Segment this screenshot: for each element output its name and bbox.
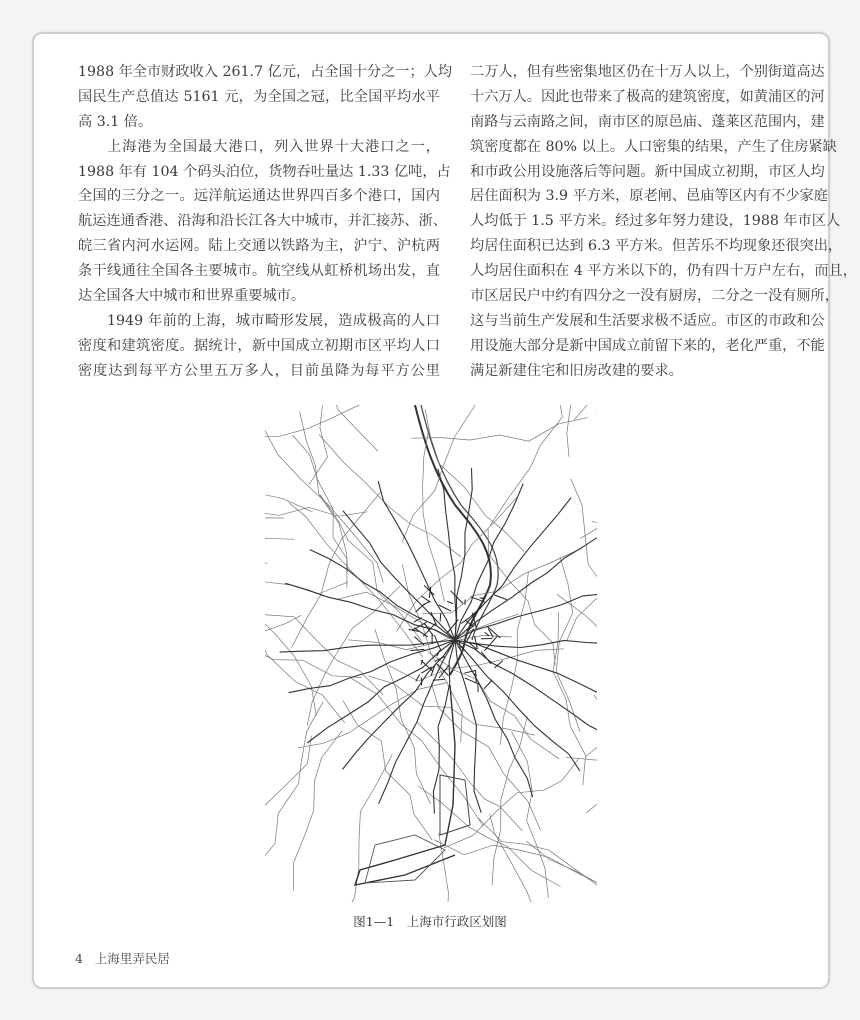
map-road: [289, 640, 455, 693]
map-road: [320, 495, 421, 641]
map-road: [265, 538, 294, 597]
map-road: [455, 640, 481, 813]
map-road: [447, 619, 459, 633]
map-road: [481, 638, 492, 639]
map-road: [447, 601, 453, 603]
map-road: [309, 405, 340, 485]
text-column-right: [470, 60, 857, 384]
map-road: [414, 628, 428, 637]
map-road: [411, 418, 587, 442]
map-road: [375, 629, 431, 804]
text-line: 密度达到每平方公里五万多人，目前虽降为每平方公里: [78, 362, 440, 379]
map-road: [597, 411, 598, 435]
text-line: 高 3.1 倍。: [78, 113, 153, 130]
text-line: 航运连通香港、沿海和沿长江各大中城市，并汇接苏、浙、: [78, 213, 447, 230]
text-line: 国民生产总值达 5161 元，为全国之冠，比全国平均水平: [78, 88, 440, 105]
text-line: 人均低于 1.5 平方米。经过多年努力建设，1988 年市区人: [470, 213, 841, 230]
map-road: [434, 840, 597, 888]
map-road: [490, 814, 575, 902]
text-line: 筑密度都在 80% 以上。人口密集的结果，产生了住房紧缺: [470, 138, 837, 155]
map-road: [566, 757, 597, 811]
map-road: [319, 435, 461, 557]
text-line: 全国的三分之一。远洋航运通达世界四百多个港口，国内: [78, 188, 440, 205]
text-line: 南路与云南路之间，南市区的原邑庙、蓬莱区范围内，建: [470, 113, 825, 130]
text-line: 二万人，但有些密集地区仍在十万人以上，个别街道高达: [470, 64, 825, 80]
map-road: [298, 682, 448, 747]
shanghai-district-map: [265, 405, 597, 902]
map-road: [440, 613, 441, 621]
map-road: [265, 518, 284, 578]
map-road: [265, 602, 345, 723]
text-line: 上海港为全国最大港口，列入世界十大港口之一，: [107, 138, 440, 155]
text-line: 密度和建筑密度。据统计，新中国成立初期市区平均人口: [78, 337, 440, 354]
map-road: [265, 431, 383, 583]
map-road: [433, 640, 455, 814]
text-line: 达全国各大中城市和世界重要城市。: [78, 288, 306, 305]
text-line: 皖三省内河水运网。陆上交通以铁路为主，沪宁、沪杭两: [78, 238, 440, 255]
map-road: [402, 405, 489, 543]
text-line: 这与当前生产发展和生活要求极不适应。市区的市政和公: [470, 312, 825, 329]
map-road: [574, 405, 597, 420]
text-line: 居住面积为 3.9 平方米，原老闸、邑庙等区内有不少家庭: [470, 188, 828, 205]
text-line: 1988 年全市财政收入 261.7 亿元，占全国十分之一；人均: [78, 64, 453, 80]
text-line: 市区居民户中约有四分之一没有厨房，二分之一没有厕所，: [470, 288, 839, 305]
map-road: [586, 688, 597, 756]
map-road: [293, 731, 342, 891]
map-road: [481, 652, 491, 664]
map-road: [424, 585, 434, 595]
map-road: [437, 648, 441, 656]
map-road: [594, 695, 597, 827]
map-road: [479, 818, 597, 902]
text-line: 条干线通往全国各主要城市。航空线从虹桥机场出发，直: [78, 263, 440, 280]
map-road: [416, 604, 425, 613]
map-road: [439, 833, 450, 902]
map-road: [421, 405, 498, 640]
map-road: [580, 425, 597, 538]
map-road: [543, 405, 570, 457]
map-road: [265, 463, 313, 512]
map-road: [365, 835, 445, 883]
map-road: [343, 701, 432, 840]
map-road: [500, 572, 528, 745]
map-road: [526, 841, 597, 902]
map-road: [309, 405, 378, 451]
map-road: [265, 581, 348, 609]
map-road: [444, 758, 580, 848]
map-road: [587, 683, 598, 813]
text-line: 满足新建住宅和旧房改建的要求。: [470, 362, 683, 379]
text-line: 1988 年有 104 个码头泊位，货物吞吐量达 1.33 亿吨，占: [78, 163, 451, 180]
running-title: 上海里弄民居: [94, 951, 170, 966]
text-column-left: [78, 60, 453, 384]
text-line: 十六万人。因此也带来了极高的建筑密度，如黄浦区的河: [470, 88, 825, 105]
map-road: [464, 671, 475, 674]
map-road: [379, 640, 455, 804]
map-road: [571, 479, 597, 654]
figure-caption: 图1—1 上海市行政区划图: [353, 914, 507, 929]
page-number: 4: [75, 951, 83, 966]
map-road: [494, 595, 507, 600]
map-road: [553, 612, 586, 785]
map-road: [412, 622, 427, 630]
map-road: [265, 405, 359, 460]
map-road: [484, 680, 492, 689]
text-line: 和市政公用设施落后等问题。新中国成立初期，市区人均: [470, 163, 825, 180]
map-road: [476, 670, 477, 683]
text-line: 均居住面积已达到 6.3 平方米。但苦乐不均现象还很突出，: [470, 238, 843, 255]
map-road: [490, 405, 579, 525]
map-road: [265, 497, 267, 564]
map-road: [410, 649, 424, 650]
text-line: 用设施大部分是新中国成立前留下来的，老化严重，不能: [470, 337, 825, 354]
text-line: 1949 年前的上海，城市畸形发展，造成极高的人口: [107, 312, 440, 329]
map-road: [337, 592, 512, 641]
map-road: [567, 503, 597, 641]
map-road: [265, 736, 311, 875]
page-footer: [75, 949, 170, 967]
map-road: [423, 428, 445, 602]
text-line: 人均居住面积在 4 平方米以下的，仍有四十万户左右，而且，: [470, 263, 857, 280]
